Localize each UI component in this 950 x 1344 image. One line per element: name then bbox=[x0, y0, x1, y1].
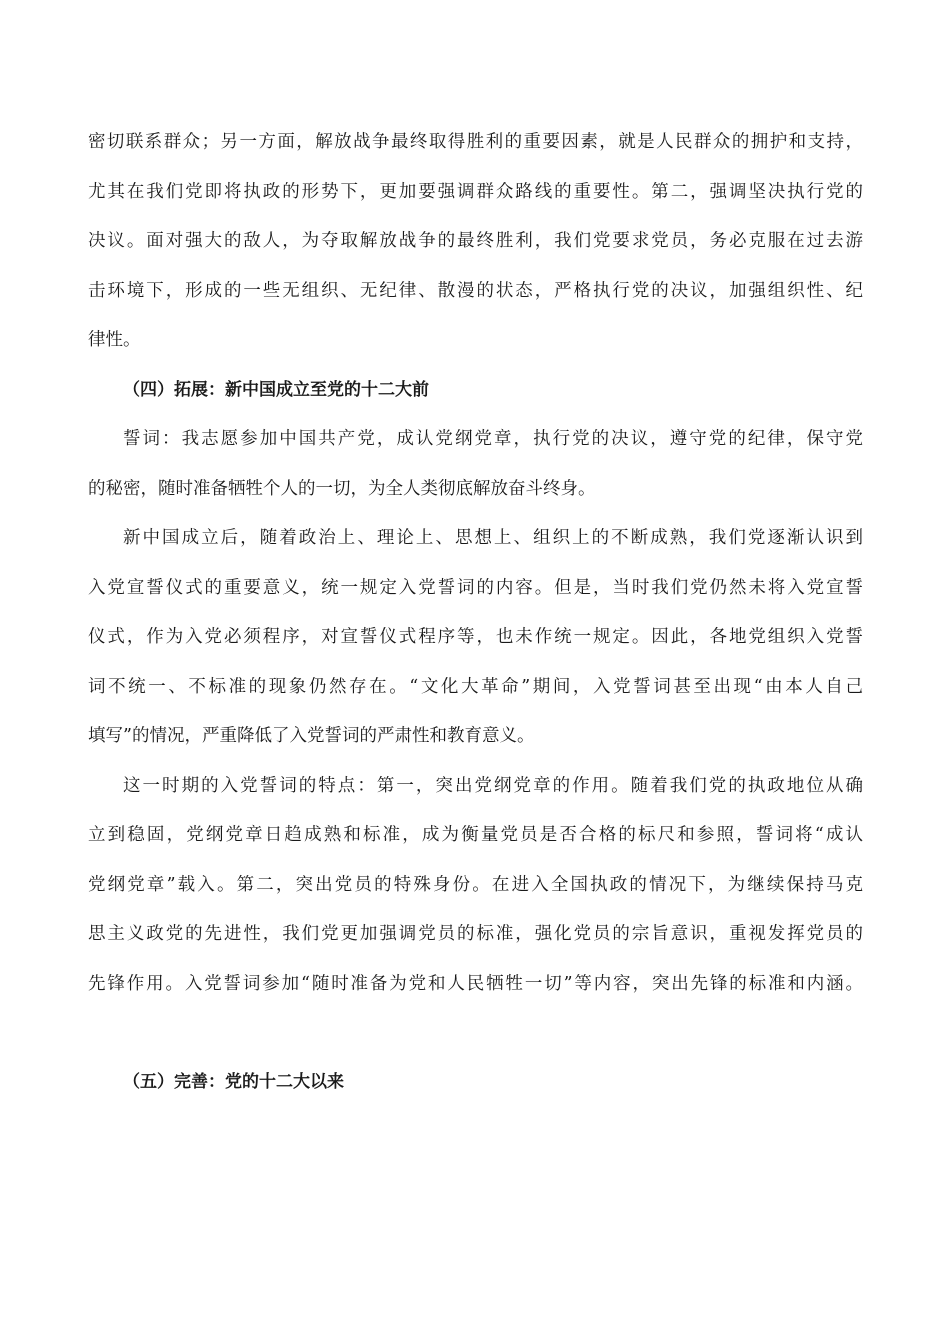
text-line: 律性。 bbox=[88, 330, 141, 350]
features-paragraph bbox=[88, 762, 863, 1010]
text-line: 党纲党章”载入。第二，突出党员的特殊身份。在进入全国执政的情况下，为继续保持马克 bbox=[88, 874, 863, 895]
text-line: 填写”的情况，严重降低了入党誓词的严肃性和教育意义。 bbox=[88, 726, 535, 746]
text-line: 决议。面对强大的敌人，为夺取解放战争的最终胜利，我们党要求党员，务必克服在过去游 bbox=[88, 231, 863, 251]
text-line: 誓词：我志愿参加中国共产党，成认党纲党章，执行党的决议，遵守党的纪律，保守党 bbox=[123, 429, 863, 449]
paragraph-continued bbox=[88, 118, 863, 366]
text-line: 密切联系群众；另一方面，解放战争最终取得胜利的重要因素，就是人民群众的拥护和支持， bbox=[88, 132, 863, 152]
text-line: 立到稳固，党纲党章日趋成熟和标准，成为衡量党员是否合格的标尺和参照，誓词将“成认 bbox=[88, 825, 863, 845]
text-line: 尤其在我们党即将执政的形势下，更加要强调群众路线的重要性。第二，强调坚决执行党的 bbox=[88, 181, 863, 202]
text-line: 入党宣誓仪式的重要意义，统一规定入党誓词的内容。但是，当时我们党仍然未将入党宣誓 bbox=[88, 577, 863, 598]
section-four-heading: （四）拓展：新中国成立至党的十二大前 bbox=[123, 379, 429, 400]
text-line: 先锋作用。入党誓词参加“随时准备为党和人民牺牲一切”等内容，突出先锋的标准和内涵。 bbox=[88, 973, 863, 994]
text-line: 这一时期的入党誓词的特点：第一，突出党纲党章的作用。随着我们党的执政地位从确 bbox=[123, 775, 863, 796]
text-line: 词不统一、不标准的现象仍然存在。“文化大革命”期间，入党誓词甚至出现“由本人自己 bbox=[88, 676, 863, 697]
oath-paragraph bbox=[88, 415, 863, 514]
document-page bbox=[88, 118, 863, 1108]
text-line: 新中国成立后，随着政治上、理论上、思想上、组织上的不断成熟，我们党逐渐认识到 bbox=[123, 528, 863, 548]
text-line: 仪式，作为入党必须程序，对宣誓仪式程序等，也未作统一规定。因此，各地党组织入党誓 bbox=[88, 627, 863, 647]
history-paragraph bbox=[88, 514, 863, 762]
spacer bbox=[88, 1009, 863, 1058]
section-five-heading: （五）完善：党的十二大以来 bbox=[123, 1072, 344, 1092]
text-line: 思主义政党的先进性，我们党更加强调党员的标准，强化党员的宗旨意识，重视发挥党员的 bbox=[88, 924, 863, 944]
text-line: 击环境下，形成的一些无组织、无纪律、散漫的状态，严格执行党的决议，加强组织性、纪 bbox=[88, 280, 863, 301]
text-line: 的秘密，随时准备牺牲个人的一切，为全人类彻底解放奋斗终身。 bbox=[88, 478, 596, 499]
